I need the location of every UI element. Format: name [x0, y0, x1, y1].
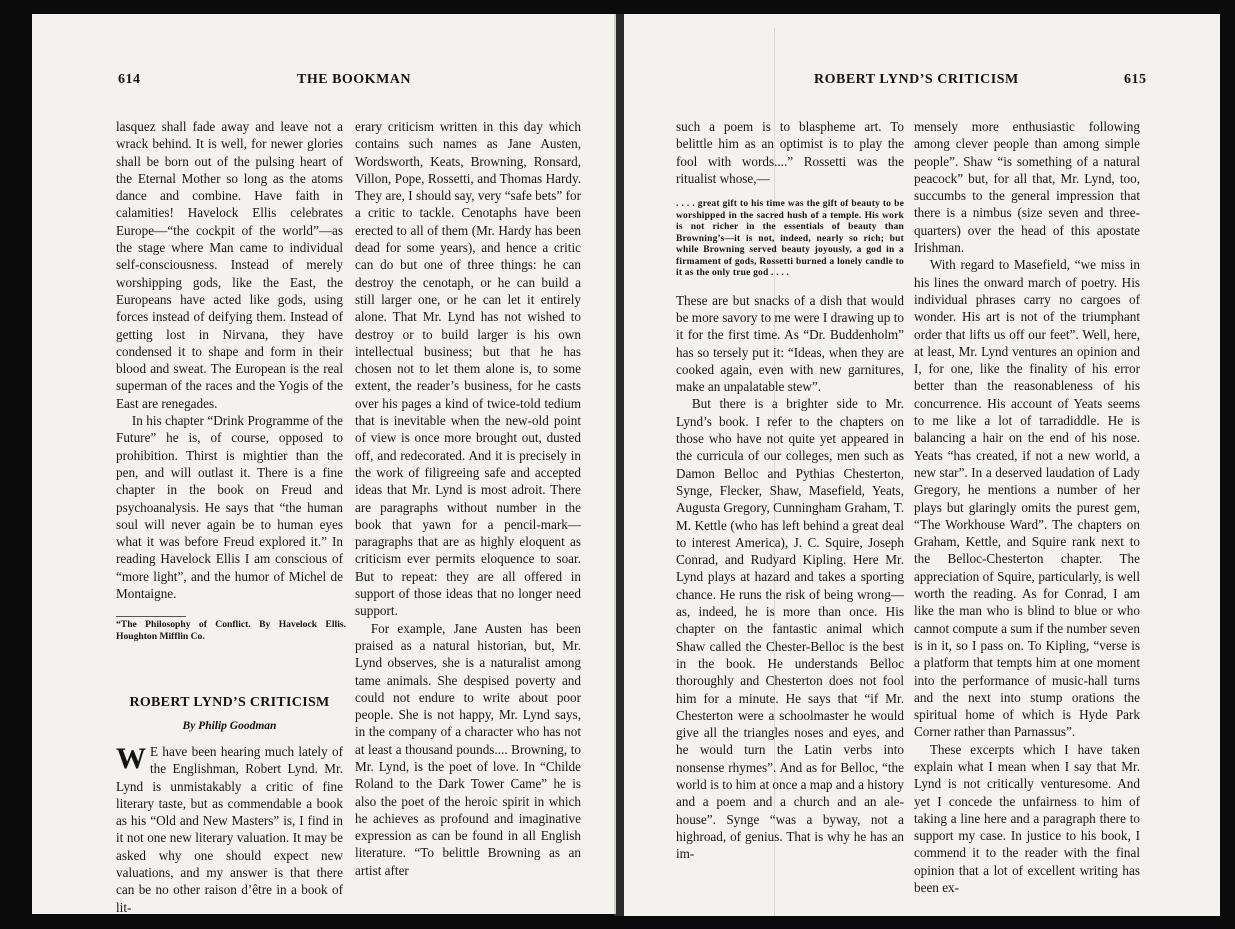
paragraph: such a poem is to blaspheme art. To belittle him as an optimist is to play the fool with words....” Rossetti was the ritualist whose,— — [676, 119, 904, 186]
running-head-left: THE BOOKMAN — [297, 72, 412, 87]
paragraph: mensely more enthusiastic following among clever people than among simple people”. Shaw “is something of a natural peacock” but, for all that, Mr. Lynd, too, succumbs to the general impression that there is a nimbus (size seven and three-quarters) over the head of this apostate Irishman. — [914, 119, 1140, 256]
paragraph: These excerpts which I have taken explain what I mean when I say that Mr. Lynd is not critically venturesome. And yet I concede the unfairness to him of taking a line here and a paragraph there to support my case. In justice to his book, I commend it to the reader with the final opinion that a lot of excellent writing has been ex- — [914, 741, 1140, 896]
paragraph: erary criticism written in this day which contains such names as Jane Austen, Wordsworth, Keats, Browning, Ronsard, Villon, Pope, Rossetti, and Thomas Hardy. They are, I should say, very “safe bets” for a critic to tackle. Cenotaphs have been erected to all of them (Mr. Hardy has been dead for some years), and hence a critic can do but one of three things: he can destroy the cenotaph, or he can build a still larger one, or he can let it entirely alone. That Mr. Lynd has not wished to destroy or to build larger is his own intellectual business; but that he has chosen not to let them alone is, to some extent, the reader’s business, for he casts over his pages a kind of twice-told tedium that is inevitable when the new-old point of view is once more brought out, dusted off, and redecorated. And it is precisely in the work of filigreeing safe and accepted ideas that Mr. Lynd is most adroit. There are paragraphs without number in the book that yawn for a pencil-mark—paragraphs that are as highly eloquent as criticism ever permits eloquence to soar. But to repeat: they are all offered in support of those ideas that no longer need support. — [355, 119, 581, 619]
paragraph: In his chapter “Drink Programme of the Future” he is, of course, opposed to prohibition. Thirst is mightier than the pen, and will outlast it. There is a fine chapter in the book on Freud and psychoanalysis. He says that “the human soul will never again be to human eyes what it was before Freud explored it.” In reading Havelock Ellis I am conscious of “more light”, and the humor of Michel de Montaigne. — [116, 413, 343, 602]
page-number-left: 614 — [118, 72, 141, 87]
paragraph: With regard to Masefield, “we miss in his lines the onward march of poetry. His individual phrases carry no cargoes of wonder. His art is not of the triumphant order that lifts us off our feet”. Well, here, at least, Mr. Lynd ventures an opinion and I, for one, like the finality of his error better than the reasonableness of his concurrence. His account of Yeats seems to me like a lot of tarradiddle. He is balancing a hair on the end of his nose. Yeats “has created, if not a new world, a new star”. In a deserved laudation of Lady Gregory, he mentions a number of her plays but glaringly omits the purest gem, “The Workhouse Ward”. The chapters on Graham, Kettle, and Squire rank next to the Belloc-Chesterton chapter. The appreciation of Squire, particularly, is well worth the reading. As for Conrad, I am like the man who is blind to blue or who cannot compute a sum if the number seven is in it, so I pass on. To Kipling, “verse is a platform that tempts him at one moment into the performance of music-hall turns and the next into stump orations the spiritual home of which is Hyde Park Corner rather than Parnassus”. — [914, 257, 1140, 740]
right-column-2 — [914, 118, 1140, 896]
left-page — [32, 14, 616, 914]
footnote-text: “The Philosophy of Conflict. By Havelock Ellis. Houghton Mifflin Co. — [116, 619, 346, 642]
article-opening — [116, 743, 343, 914]
right-column-1 — [676, 118, 904, 862]
paragraph: E have been hearing much lately of the Englishman, Robert Lynd. Mr. Lynd is unmistakably a critic of fine literary taste, but as commendable a book as his “Old and New Masters” is, I find in it not one new literary valuation. It may be asked why one should expect new valuations, and my answer is that there can be no other raison d’être in a book of lit- — [116, 743, 343, 914]
article-title: ROBERT LYND’S CRITICISM — [129, 695, 330, 711]
paragraph: But there is a brighter side to Mr. Lynd’s book. I refer to the chapters on those who have not quite yet appeared in the curricula of our colleges, men such as Damon Belloc and Pythias Chesterton, Synge, Flecker, Shaw, Masefield, Yeats, Augusta Gregory, Cunningham Graham, T. M. Kettle (who has left behind a great deal to interest America), J. C. Squire, Joseph Conrad, and Rudyard Kipling. Here Mr. Lynd plays at hazard and takes a sporting chance. He runs the risk of being wrong—as, indeed, he is more than once. His chapter on the fantastic animal which Shaw called the Chester-Belloc is the best in the book. He understands Belloc thoroughly and Chesterton does not fool him for a minute. He says that “if Mr. Chesterton were a schoolmaster he would give all the triangles noses and eyes, and he would turn the Latin verbs into nonsense rhymes”. And as for Belloc, “the world is to him at once a map and a history and a poem and a church and an ale-house”. Synge “was a byway, not a highroad, of genius. That is why he has an im- — [676, 396, 904, 862]
right-page — [624, 14, 1220, 916]
left-column-2 — [355, 118, 581, 879]
paragraph: These are but snacks of a dish that would be more savory to me were I drawing up to it for the first time. As “Dr. Buddenholm” has so tersely put it: “Ideas, when they are cooked again, even with new garnitures, make an unpalatable stew”. — [676, 292, 904, 395]
drop-cap: W — [116, 741, 146, 775]
paragraph: lasquez shall fade away and leave not a wrack behind. It is well, for newer glories shall be born out of the pulsing heart of the Eternal Mother so long as the atoms dance and combine. Have faith in calamities! Havelock Ellis celebrates Europe—“the cockpit of the world”—as the stage where Man came to individual self-consciousness. Instead of merely worshipping gods, like the East, the Europeans have acted like gods, using forces instead of deifying them. Instead of getting lost in Nirvana, they have condensed it to shape and form in their blood and sweat. The European is the real superman of the races and the Yogis of the East are renegades. — [116, 119, 343, 411]
paragraph: For example, Jane Austen has been praised as a natural historian, but, Mr. Lynd observes, she is a naturalist among tame animals. She despised poverty and could not endure to write about poor people. She is not happy, Mr. Lynd says, in the company of a character who has not at least a thousand pounds.... Browning, to Mr. Lynd, is the poet of love. In “Childe Roland to the Dark Tower Came” he is also the poet of the heroic spirit in which he achieves as profound and imaginative expression as can be found in all English literature. “To belittle Browning as an artist after — [355, 620, 581, 878]
block-quote: . . . . great gift to his time was the gift of beauty to be worshipped in the sacred hush of a temple. His work is not richer in the essentials of beauty than Browning’s—it is not, indeed, nearly so rich; but while Browning served beauty joyously, a god in a firmament of gods, Rossetti burned a lonely candle to it as the only true god . . . . — [676, 199, 904, 279]
running-head-right: ROBERT LYND’S CRITICISM — [814, 72, 1019, 87]
footnote — [116, 616, 346, 642]
left-column-1 — [116, 118, 346, 914]
byline: By Philip Goodman — [182, 719, 277, 732]
page-number-right: 615 — [1124, 72, 1147, 87]
